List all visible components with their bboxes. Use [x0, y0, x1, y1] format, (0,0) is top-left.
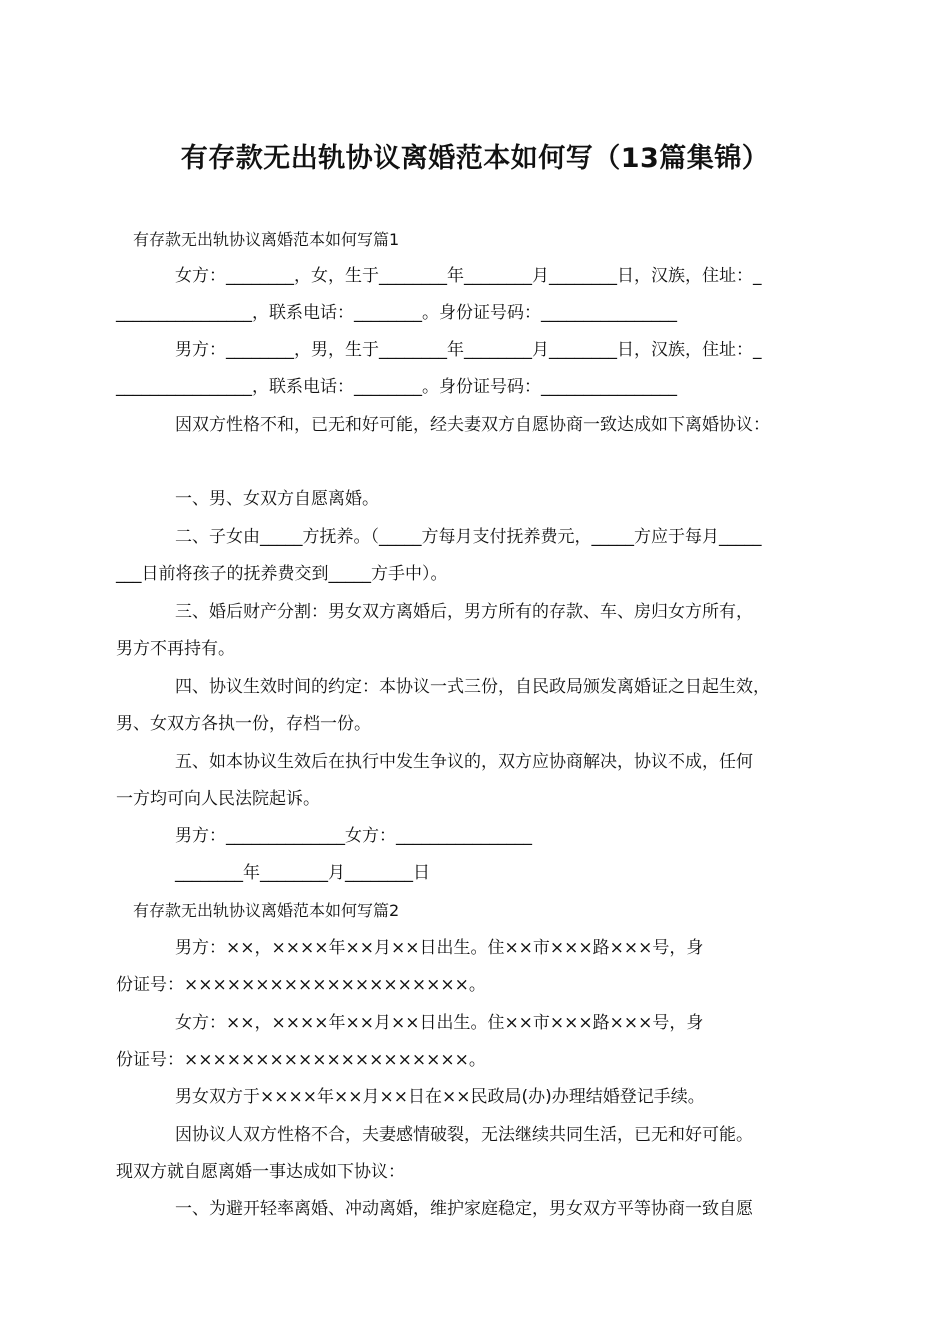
paragraph-line: 一方均可向人民法院起诉。	[116, 789, 320, 809]
paragraph-line: 男方：××，××××年××月××日出生。住××市×××路×××号，身	[175, 938, 704, 958]
paragraph-line: 三、婚后财产分割：男女双方离婚后，男方所有的存款、车、房归女方所有，	[175, 602, 753, 622]
paragraph-line: 因双方性格不和，已无和好可能，经夫妻双方自愿协商一致达成如下离婚协议：	[175, 415, 770, 435]
paragraph-line: ________________，联系电话：________。身份证号码：________________	[116, 377, 677, 397]
paragraph-line: 男女双方于××××年××月××日在××民政局(办)办理结婚登记手续。	[175, 1087, 705, 1107]
paragraph-line: 女方：________，女，生于________年________月________日，汉族，住址：_	[175, 266, 762, 286]
section-heading-1: 有存款无出轨协议离婚范本如何写篇1	[133, 230, 400, 249]
paragraph-line: 男方不再持有。	[116, 639, 235, 659]
paragraph-line: 男方：________，男，生于________年________月________日，汉族，住址：_	[175, 340, 762, 360]
paragraph-line: 女方：××，××××年××月××日出生。住××市×××路×××号，身	[175, 1013, 704, 1033]
paragraph-line: 因协议人双方性格不合，夫妻感情破裂，无法继续共同生活，已无和好可能。	[175, 1125, 753, 1145]
section-heading-2: 有存款无出轨协议离婚范本如何写篇2	[133, 901, 400, 920]
date-line: ________年________月________日	[175, 863, 430, 883]
document-title: 有存款无出轨协议离婚范本如何写（13篇集锦）	[180, 143, 770, 174]
paragraph-line: 份证号：××××××××××××××××××××。	[116, 975, 486, 995]
paragraph-line: 四、协议生效时间的约定：本协议一式三份，自民政局颁发离婚证之日起生效，	[175, 677, 770, 697]
paragraph-line: 男、女双方各执一份，存档一份。	[116, 714, 371, 734]
paragraph-line: 份证号：××××××××××××××××××××。	[116, 1050, 486, 1070]
paragraph-line: 二、子女由_____方抚养。（_____方每月支付抚养费元，_____方应于每月_____	[175, 527, 762, 547]
paragraph-line: ________________，联系电话：________。身份证号码：________________	[116, 303, 677, 323]
paragraph-line: 一、为避开轻率离婚、冲动离婚，维护家庭稳定，男女双方平等协商一致自愿	[175, 1199, 753, 1219]
paragraph-line: 一、男、女双方自愿离婚。	[175, 489, 379, 509]
paragraph-line: ___日前将孩子的抚养费交到_____方手中）。	[116, 564, 448, 584]
paragraph-line: 现双方就自愿离婚一事达成如下协议：	[116, 1162, 405, 1182]
signature-line: 男方：______________女方：________________	[175, 826, 532, 846]
paragraph-line: 五、如本协议生效后在执行中发生争议的，双方应协商解决，协议不成，任何	[175, 752, 753, 772]
